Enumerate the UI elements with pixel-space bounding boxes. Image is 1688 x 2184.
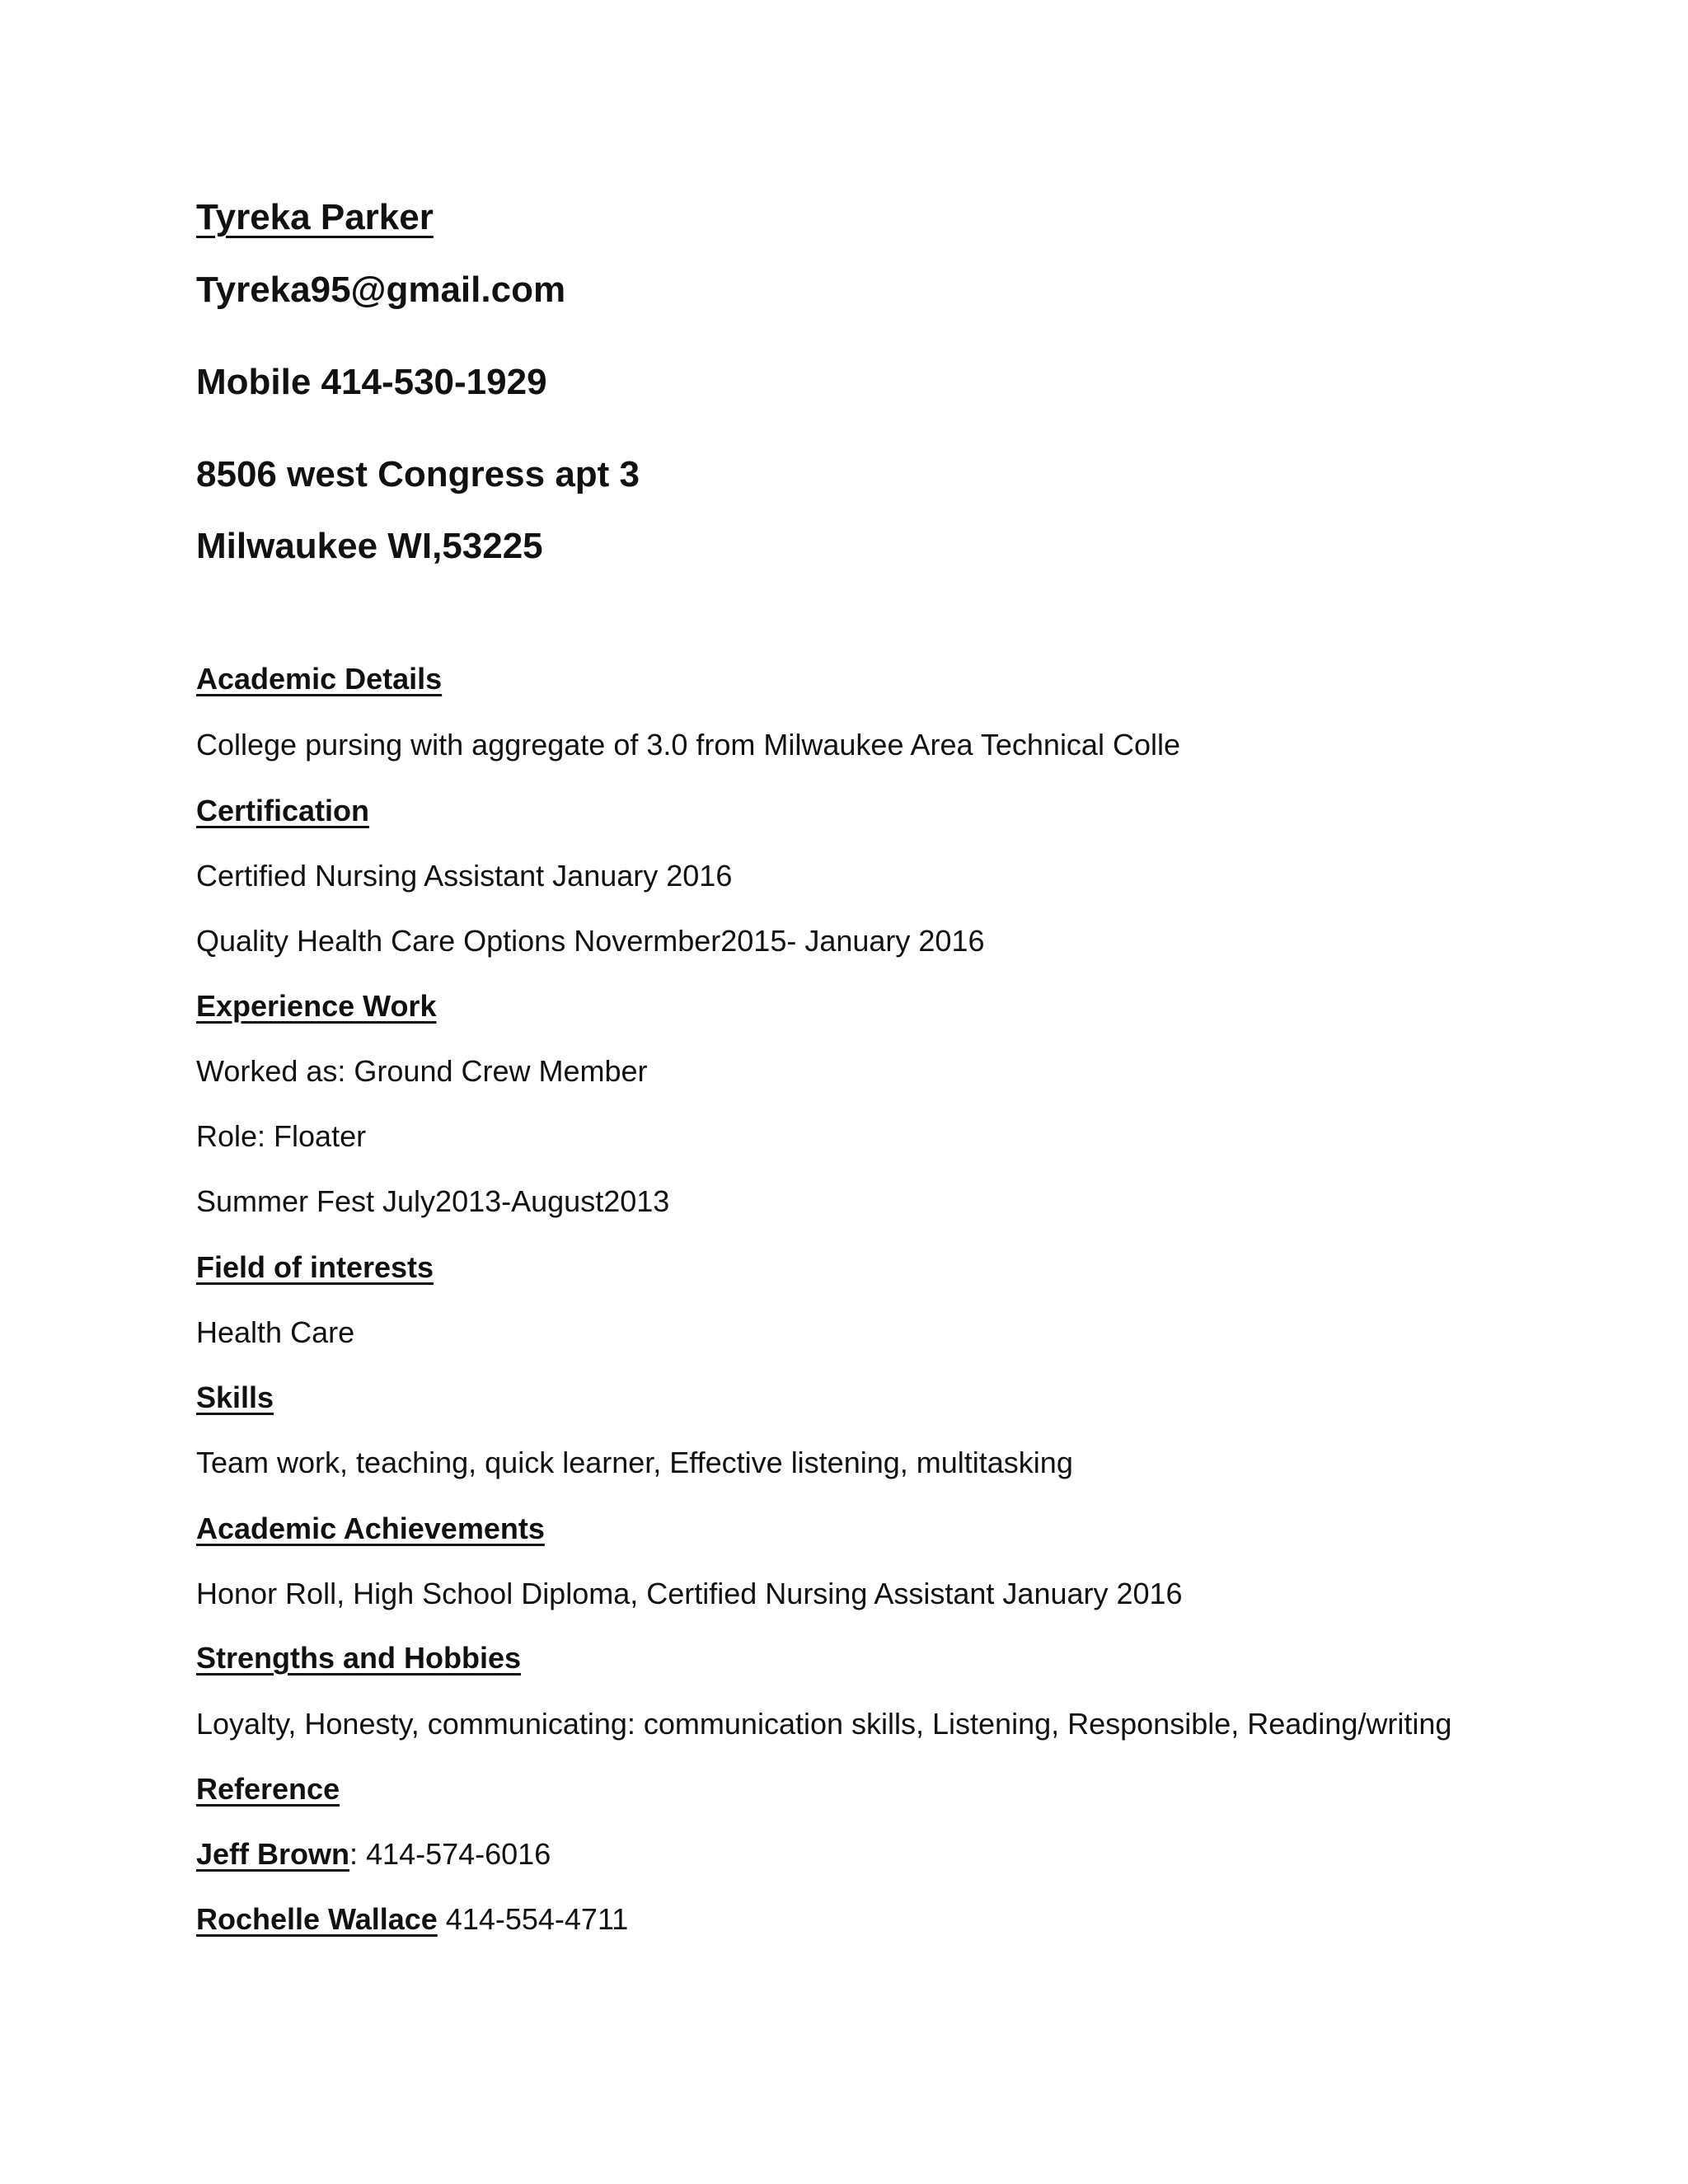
reference-name: Jeff Brown bbox=[196, 1837, 350, 1871]
section-heading-experience-work: Experience Work bbox=[196, 989, 437, 1023]
section-heading-certification: Certification bbox=[196, 794, 370, 827]
experience-line: Role: Floater bbox=[196, 1119, 367, 1153]
experience-line: Summer Fest July2013-August2013 bbox=[196, 1184, 670, 1218]
contact-address-line2: Milwaukee WI,53225 bbox=[196, 526, 543, 566]
section-heading-field-of-interests: Field of interests bbox=[196, 1250, 434, 1284]
section-heading-academic-details: Academic Details bbox=[196, 662, 443, 696]
section-heading-strengths-and-hobbies: Strengths and Hobbies bbox=[196, 1641, 522, 1675]
reference-entry bbox=[196, 1902, 629, 1936]
contact-email: Tyreka95@gmail.com bbox=[196, 269, 566, 310]
academic-details-line: College pursing with aggregate of 3.0 from Milwaukee Area Technical Colle bbox=[196, 728, 1180, 762]
reference-separator: : bbox=[349, 1837, 367, 1871]
reference-entry bbox=[196, 1837, 551, 1871]
strengths-and-hobbies-line: Loyalty, Honesty, communicating: communication skills, Listening, Responsible, Reading/writing bbox=[196, 1707, 1452, 1741]
contact-name bbox=[196, 199, 434, 236]
certification-line: Quality Health Care Options Novermber2015- January 2016 bbox=[196, 924, 985, 958]
academic-achievements-line: Honor Roll, High School Diploma, Certified Nursing Assistant January 2016 bbox=[196, 1577, 1183, 1610]
contact-name-text: Tyreka Parker bbox=[196, 197, 434, 237]
section-heading-academic-achievements: Academic Achievements bbox=[196, 1511, 545, 1545]
section-heading-reference: Reference bbox=[196, 1772, 340, 1806]
certification-line: Certified Nursing Assistant January 2016 bbox=[196, 859, 733, 893]
reference-phone: 414-574-6016 bbox=[366, 1837, 551, 1871]
reference-name: Rochelle Wallace bbox=[196, 1902, 438, 1936]
reference-phone: 414-554-4711 bbox=[445, 1902, 629, 1936]
field-of-interests-line: Health Care bbox=[196, 1315, 355, 1349]
section-heading-skills: Skills bbox=[196, 1380, 274, 1414]
experience-line: Worked as: Ground Crew Member bbox=[196, 1054, 648, 1088]
contact-address-line1: 8506 west Congress apt 3 bbox=[196, 454, 640, 494]
contact-mobile: Mobile 414-530-1929 bbox=[196, 362, 547, 402]
reference-separator bbox=[438, 1902, 446, 1936]
skills-line: Team work, teaching, quick learner, Effective listening, multitasking bbox=[196, 1446, 1073, 1479]
